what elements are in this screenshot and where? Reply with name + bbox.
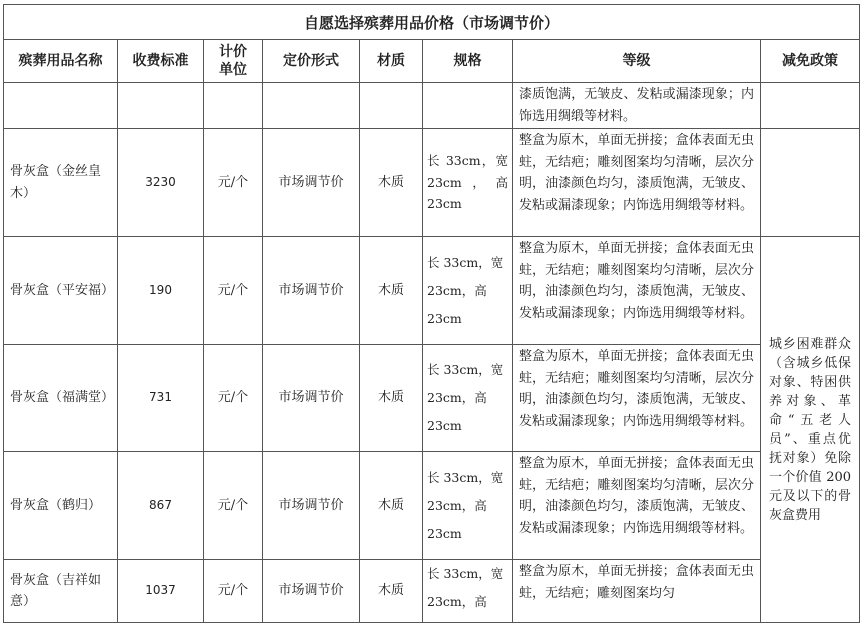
material-cell: 木质 [360, 237, 423, 345]
table-title: 自愿选择殡葬用品价格（市场调节价） [4, 5, 860, 40]
unit-cell: 元/个 [204, 345, 263, 452]
material-cell: 木质 [360, 452, 423, 560]
unit-cell: 元/个 [204, 129, 263, 237]
name-cell: 骨灰盒（吉祥如意） [4, 560, 118, 623]
table-row [4, 560, 860, 623]
material-cell: 木质 [360, 345, 423, 452]
spec-cell: 长 33cm，宽 23cm，高 23cm [423, 345, 513, 452]
price-table [3, 4, 860, 623]
header-spec: 规格 [423, 40, 513, 83]
header-row [4, 40, 860, 83]
empty-cell [4, 83, 118, 129]
spec-cell: 长 33cm，宽 23cm，高 23cm [423, 452, 513, 560]
spec-cell: 长 33cm，宽 23cm，高 23cm [423, 237, 513, 345]
table-row [4, 452, 860, 560]
header-material: 材质 [360, 40, 423, 83]
material-cell: 木质 [360, 129, 423, 237]
grade-cell: 整盒为原木，单面无拼接；盒体表面无虫蛀，无结疤；雕刻图案均匀清晰，层次分明，油漆颜色均匀，漆质饱满，无皱皮、发粘或漏漆现象；内饰选用绸缎等材料。 [513, 237, 761, 345]
material-cell: 木质 [360, 560, 423, 623]
unit-cell: 元/个 [204, 452, 263, 560]
header-policy: 减免政策 [761, 40, 860, 83]
header-grade: 等级 [513, 40, 761, 83]
header-fee: 收费标准 [118, 40, 204, 83]
grade-cell: 整盒为原木，单面无拼接；盒体表面无虫蛀，无结疤；雕刻图案均匀 [513, 560, 761, 623]
empty-cell [423, 83, 513, 129]
empty-cell [761, 83, 860, 129]
table-row [4, 237, 860, 345]
pricing-cell: 市场调节价 [263, 452, 360, 560]
header-unit-text: 计价单位 [218, 44, 247, 78]
fee-cell: 867 [118, 452, 204, 560]
pricing-cell: 市场调节价 [263, 345, 360, 452]
table-row [4, 345, 860, 452]
empty-cell [118, 83, 204, 129]
grade-cell: 漆质饱满，无皱皮、发粘或漏漆现象；内饰选用绸缎等材料。 [513, 83, 761, 129]
name-cell: 骨灰盒（平安福） [4, 237, 118, 345]
name-cell: 骨灰盒（福满堂） [4, 345, 118, 452]
pricing-cell: 市场调节价 [263, 129, 360, 237]
fee-cell: 3230 [118, 129, 204, 237]
table-row-continued [4, 83, 860, 129]
fee-cell: 731 [118, 345, 204, 452]
grade-cell: 整盒为原木，单面无拼接；盒体表面无虫蛀，无结疤；雕刻图案均匀清晰，层次分明，油漆颜色均匀，漆质饱满，无皱皮、发粘或漏漆现象；内饰选用绸缎等材料。 [513, 345, 761, 452]
empty-cell [263, 83, 360, 129]
grade-cell: 整盒为原木，单面无拼接；盒体表面无虫蛀，无结疤；雕刻图案均匀清晰，层次分明，油漆颜色均匀，漆质饱满，无皱皮、发粘或漏漆现象；内饰选用绸缎等材料。 [513, 129, 761, 237]
pricing-cell: 市场调节价 [263, 237, 360, 345]
fee-cell: 1037 [118, 560, 204, 623]
spec-cell: 长 33cm，宽 23cm，高 23cm [423, 129, 513, 237]
grade-cell: 整盒为原木，单面无拼接；盒体表面无虫蛀，无结疤；雕刻图案均匀清晰，层次分明，油漆颜色均匀，漆质饱满，无皱皮、发粘或漏漆现象；内饰选用绸缎等材料。 [513, 452, 761, 560]
empty-cell [360, 83, 423, 129]
header-name: 殡葬用品名称 [4, 40, 118, 83]
header-pricing: 定价形式 [263, 40, 360, 83]
name-cell: 骨灰盒（鹤归） [4, 452, 118, 560]
fee-cell: 190 [118, 237, 204, 345]
unit-cell: 元/个 [204, 237, 263, 345]
name-cell: 骨灰盒（金丝皇木） [4, 129, 118, 237]
empty-cell [204, 83, 263, 129]
table-row [4, 129, 860, 237]
unit-cell: 元/个 [204, 560, 263, 623]
policy-cell: 城乡困难群众（含城乡低保对象、特困供养对象、革命“五老人员”、重点优抚对象）免除一个价值 200 元及以下的骨灰盒费用 [761, 237, 860, 623]
pricing-cell: 市场调节价 [263, 560, 360, 623]
spec-cell: 长 33cm，宽 23cm，高 [423, 560, 513, 623]
header-unit [204, 40, 263, 83]
empty-cell [761, 129, 860, 237]
